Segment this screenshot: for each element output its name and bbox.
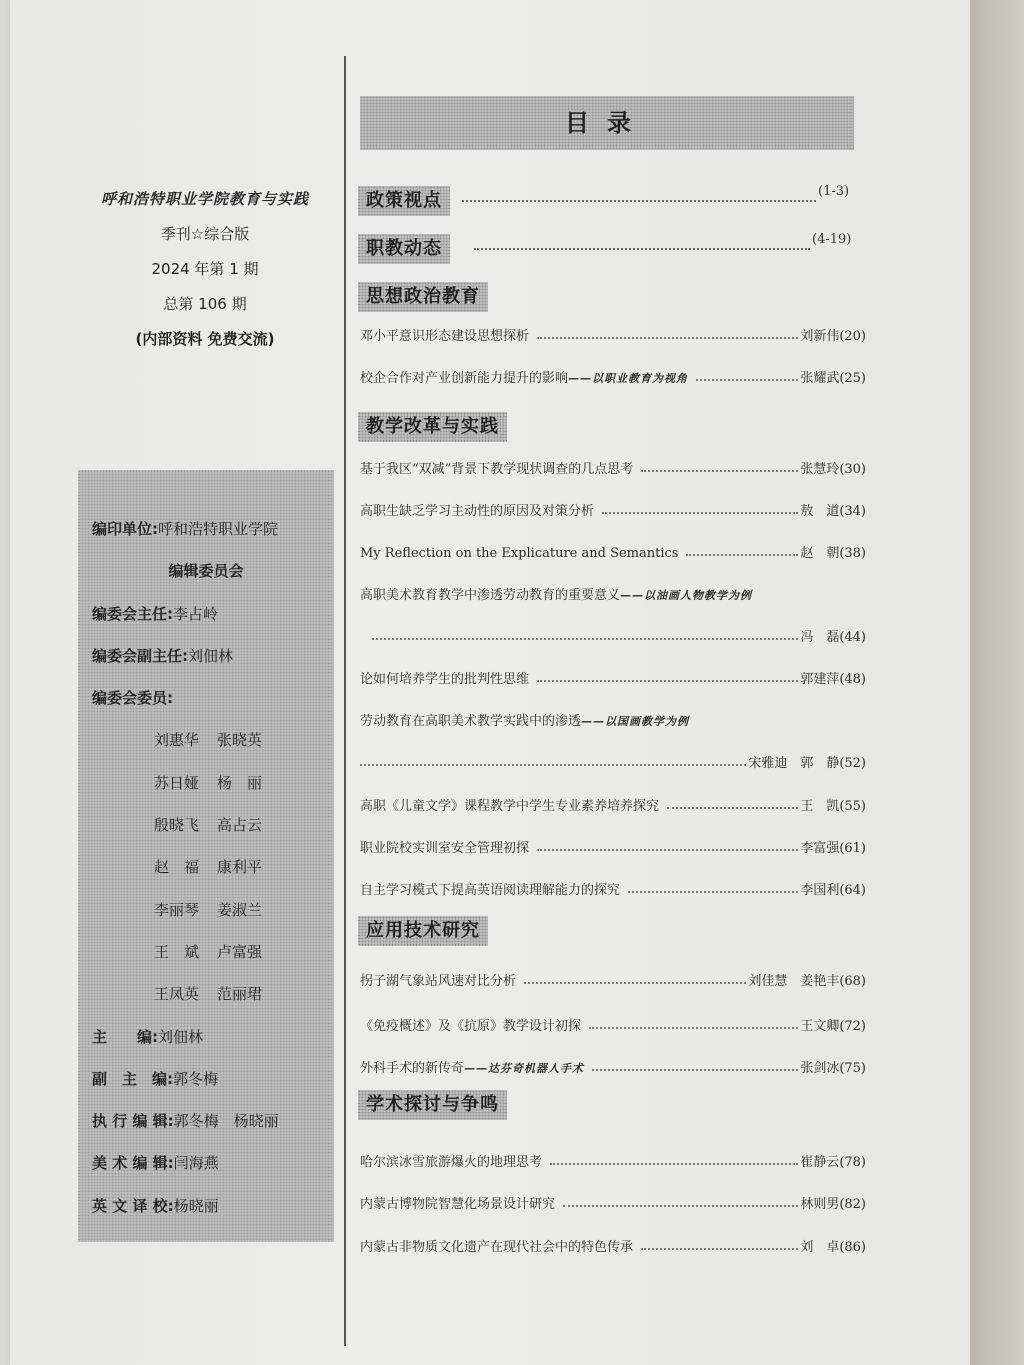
- toc-entry: 外科手术的新传奇 ——达芬奇机器人手术 张剑冰(75): [360, 1061, 866, 1076]
- toc-entry: 高职生缺乏学习主动性的原因及对策分析 敖 道(34): [360, 504, 866, 519]
- dot-leader: [524, 981, 746, 984]
- toc-entry: 邓小平意识形态建设思想探析 刘新伟(20): [360, 329, 866, 344]
- toc-entry: 拐子湖气象站风速对比分析 刘佳慧 姜艳丰(68): [360, 974, 866, 989]
- art-editor-row: 美 术 编 辑:闫海燕: [92, 1154, 219, 1173]
- dot-leader: [667, 806, 798, 809]
- member-row: 王凤英 范丽珺: [154, 985, 263, 1004]
- section-policy-page: (1-3): [818, 184, 850, 199]
- section-academic-discussion: 学术探讨与争鸣: [358, 1090, 507, 1120]
- section-teaching-reform: 教学改革与实践: [358, 412, 507, 442]
- toc-heading: 目录: [360, 96, 854, 150]
- dot-leader: [641, 1247, 798, 1250]
- section-ideological-education: 思想政治教育: [358, 282, 488, 312]
- dot-leader: [686, 553, 798, 556]
- total-issue: 总第 106 期: [163, 295, 247, 313]
- dot-leader: [360, 763, 746, 766]
- editorial-board: [78, 470, 334, 1242]
- toc-entry: 基于我区“双减”背景下教学现状调查的几点思考 张慧玲(30): [360, 462, 866, 477]
- editor-row: 主 编:刘佃林: [92, 1027, 204, 1046]
- toc-entry: 内蒙古非物质文化遗产在现代社会中的特色传承 刘 卓(86): [360, 1240, 866, 1255]
- section-vocational-news-page: (4-19): [812, 232, 852, 247]
- dot-leader: [537, 848, 798, 851]
- dot-leader: [537, 336, 798, 339]
- toc-entry: 《免疫概述》及《抗原》教学设计初探 王文卿(72): [360, 1019, 866, 1034]
- exec-editor-row: 执 行 编 辑:郭冬梅 杨晓丽: [92, 1112, 279, 1131]
- issue: 2024 年第 1 期: [151, 260, 259, 278]
- dot-leader: [592, 1068, 798, 1071]
- toc-entry-continued: 宋雅迪 郭 静(52): [360, 749, 866, 771]
- toc-entry-continued: 冯 磊(44): [372, 623, 866, 645]
- toc-entry: 职业院校实训室安全管理初探 李富强(61): [360, 841, 866, 856]
- dot-leader: [589, 1026, 798, 1029]
- dot-leader: [602, 511, 798, 514]
- committee-title: 编辑委员会: [168, 562, 244, 581]
- member-row: 王 斌 卢富强: [154, 942, 263, 961]
- toc-entry: My Reflection on the Explicature and Semantics 赵 朝(38): [360, 546, 866, 561]
- translator-row: 英 文 译 校:杨晓丽: [92, 1196, 219, 1215]
- toc-entry: 校企合作对产业创新能力提升的影响 ——以职业教育为视角 张耀武(25): [360, 371, 866, 386]
- section-applied-technology: 应用技术研究: [358, 916, 488, 946]
- director-row: 编委会主任:李占岭: [92, 604, 219, 623]
- toc-entry: 高职《儿童文学》课程教学中学生专业素养培养探究 王 凯(55): [360, 799, 866, 814]
- dot-leader: [641, 469, 798, 472]
- toc-entry: 论如何培养学生的批判性思维 郭建萍(48): [360, 672, 866, 687]
- member-row: 李丽琴 姜淑兰: [154, 900, 263, 919]
- circulation-note: (内部资料 免费交流): [135, 330, 275, 348]
- section-vocational-news: 职教动态: [358, 234, 450, 264]
- dot-leader: [696, 378, 798, 381]
- dot-leader: [462, 180, 816, 202]
- dot-leader: [563, 1204, 798, 1207]
- members-label-row: 编委会委员:: [92, 689, 173, 708]
- deputy-editor-row: 副 主 编:郭冬梅: [92, 1069, 219, 1088]
- publisher-row: 编印单位:呼和浩特职业学院: [92, 520, 279, 538]
- dot-leader: [550, 1162, 798, 1165]
- dot-leader: [372, 637, 798, 640]
- toc-entry-title: 劳动教育在高职美术教学实践中的渗透 ——以国画教学为例: [360, 714, 690, 729]
- member-row: 赵 福 康利平: [154, 858, 263, 877]
- background-surface: [970, 0, 1024, 1365]
- member-row: 殷晓飞 高占云: [154, 816, 263, 835]
- toc-entry: 自主学习模式下提高英语阅读理解能力的探究 李国利(64): [360, 883, 866, 898]
- journal-title: 呼和浩特职业学院教育与实践: [100, 190, 309, 208]
- toc-entry: 内蒙古博物院智慧化场景设计研究 林则男(82): [360, 1197, 866, 1212]
- dot-leader: [474, 228, 810, 250]
- toc-entry: 哈尔滨冰雪旅游爆火的地理思考 崔静云(78): [360, 1155, 866, 1170]
- edition: 季刊☆综合版: [160, 225, 250, 243]
- journal-info: [74, 188, 336, 363]
- member-row: 苏日娅 杨 丽: [154, 773, 263, 792]
- column-divider: [344, 56, 346, 1346]
- section-policy: 政策视点: [358, 186, 450, 216]
- member-row: 刘惠华 张晓英: [154, 731, 263, 750]
- dot-leader: [628, 890, 798, 893]
- vice-director-row: 编委会副主任:刘佃林: [92, 646, 234, 665]
- dot-leader: [537, 679, 798, 682]
- toc-entry-title: 高职美术教育教学中渗透劳动教育的重要意义 ——以油画人物教学为例: [360, 588, 753, 603]
